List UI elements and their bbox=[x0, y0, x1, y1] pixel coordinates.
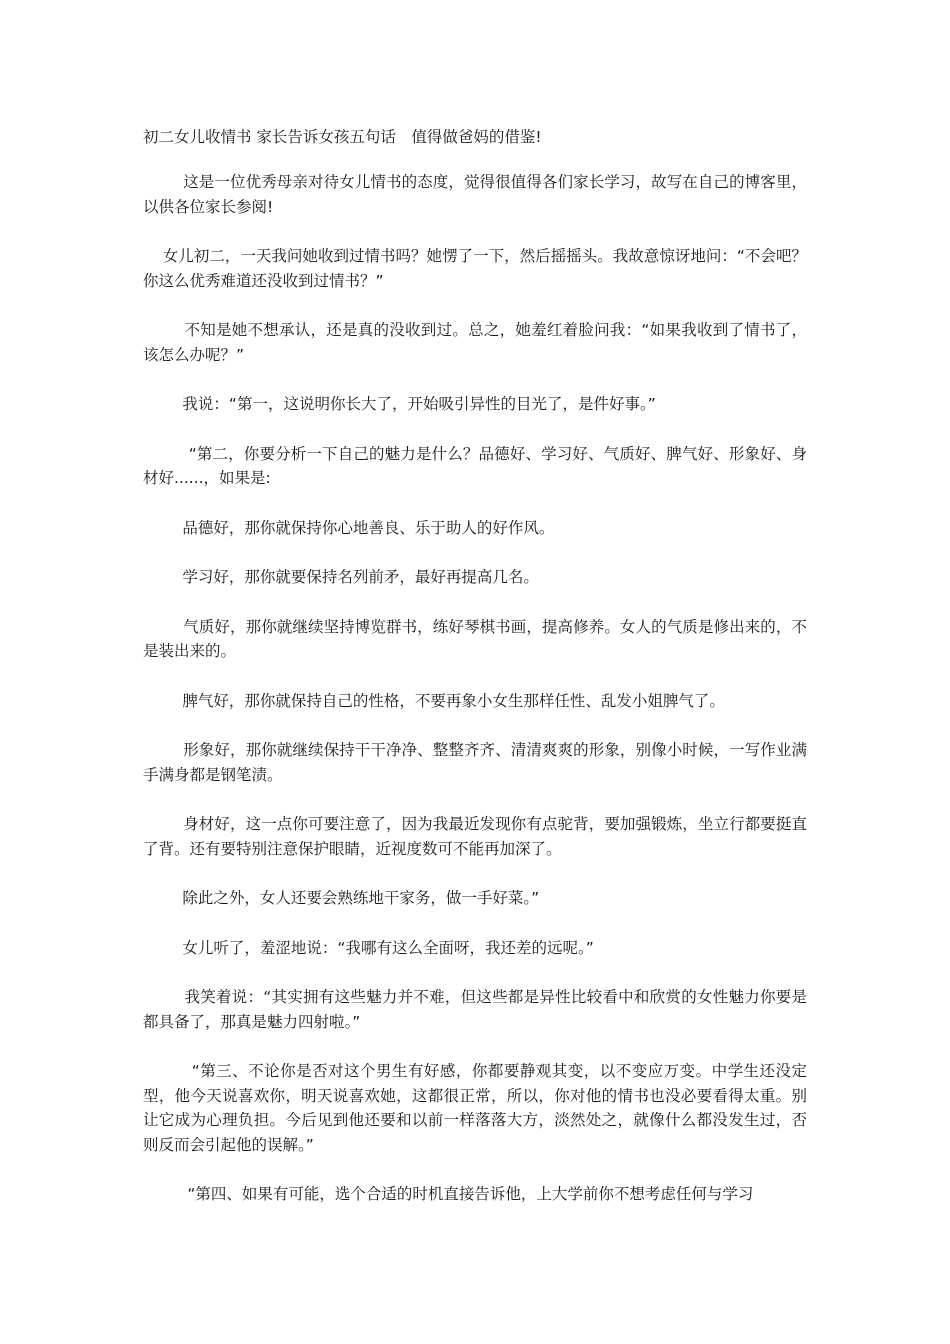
paragraph-point-three: “第三、不论你是否对这个男生有好感，你都要静观其变，以不变应万变。中学生还没定型，他今天说喜欢你，明天说喜欢她，这都很正常，所以，你对他的情书也没必要看得太重。别让它成为心理负担。今后见到他还要和以前一样落落大方，淡然处之，就像什么都没发生过，否则反而会引起他的误解。” bbox=[143, 1062, 808, 1154]
paragraph-figure: 身材好，这一点你可要注意了，因为我最近发现你有点驼背，要加强锻炼，坐立行都要挺直了背。还有要特别注意保护眼睛，近视度数可不能再加深了。 bbox=[143, 815, 807, 858]
paragraph-point-two: “第二，你要分析一下自己的魅力是什么？品德好、学习好、气质好、脾气好、形象好、身材好......，如果是: bbox=[143, 444, 807, 487]
paragraph-point-one: 我说：“第一，这说明你长大了，开始吸引异性的目光了，是件好事。” bbox=[143, 395, 656, 413]
document-title: 初二女儿收情书 家长告诉女孩五句话 值得做爸妈的借鉴! bbox=[143, 128, 542, 146]
paragraph-daughter-asks: 不知是她不想承认，还是真的没收到过。总之，她羞红着脸问我：“如果我收到了情书了，该怎么办呢？” bbox=[143, 321, 807, 364]
paragraph-housework: 除此之外，女人还要会熟练地干家务，做一手好菜。” bbox=[143, 889, 540, 907]
paragraph-appearance: 形象好，那你就继续保持干干净净、整整齐齐、清清爽爽的形象，别像小时候，一写作业满手满身都是钢笔渍。 bbox=[143, 741, 807, 784]
paragraph-mother-laughs: 我笑着说：“其实拥有这些魅力并不难，但这些都是异性比较看中和欣赏的女性魅力你要是都具备了，那真是魅力四射啦。” bbox=[143, 988, 807, 1031]
document-body bbox=[143, 124, 807, 1232]
paragraph-intro: 这是一位优秀母亲对待女儿情书的态度，觉得很值得各们家长学习，故写在自己的博客里，以供各位家长参阅! bbox=[143, 173, 807, 216]
paragraph-point-four: “第四、如果有可能，选个合适的时机直接告诉他，上大学前你不想考虑任何与学习 bbox=[143, 1185, 754, 1203]
paragraph-morality: 品德好，那你就保持你心地善良、乐于助人的好作风。 bbox=[143, 518, 555, 537]
paragraph-temperament: 气质好，那你就继续坚持博览群书，练好琴棋书画，提高修养。女人的气质是修出来的，不是装出来的。 bbox=[143, 617, 807, 660]
paragraph-disposition: 脾气好，那你就保持自己的性格，不要再象小女生那样任性、乱发小姐脾气了。 bbox=[143, 691, 725, 710]
paragraph-study: 学习好，那你就要保持名列前矛，最好再提高几名。 bbox=[143, 568, 539, 586]
paragraph-daughter-replies: 女儿听了，羞涩地说：“我哪有这么全面呀，我还差的远呢。” bbox=[143, 938, 594, 957]
paragraph-question: 女儿初二，一天我问她收到过情书吗？她愣了一下，然后摇摇头。我故意惊讶地问：“不会吧？你这么优秀难道还没收到过情书？” bbox=[143, 247, 807, 290]
